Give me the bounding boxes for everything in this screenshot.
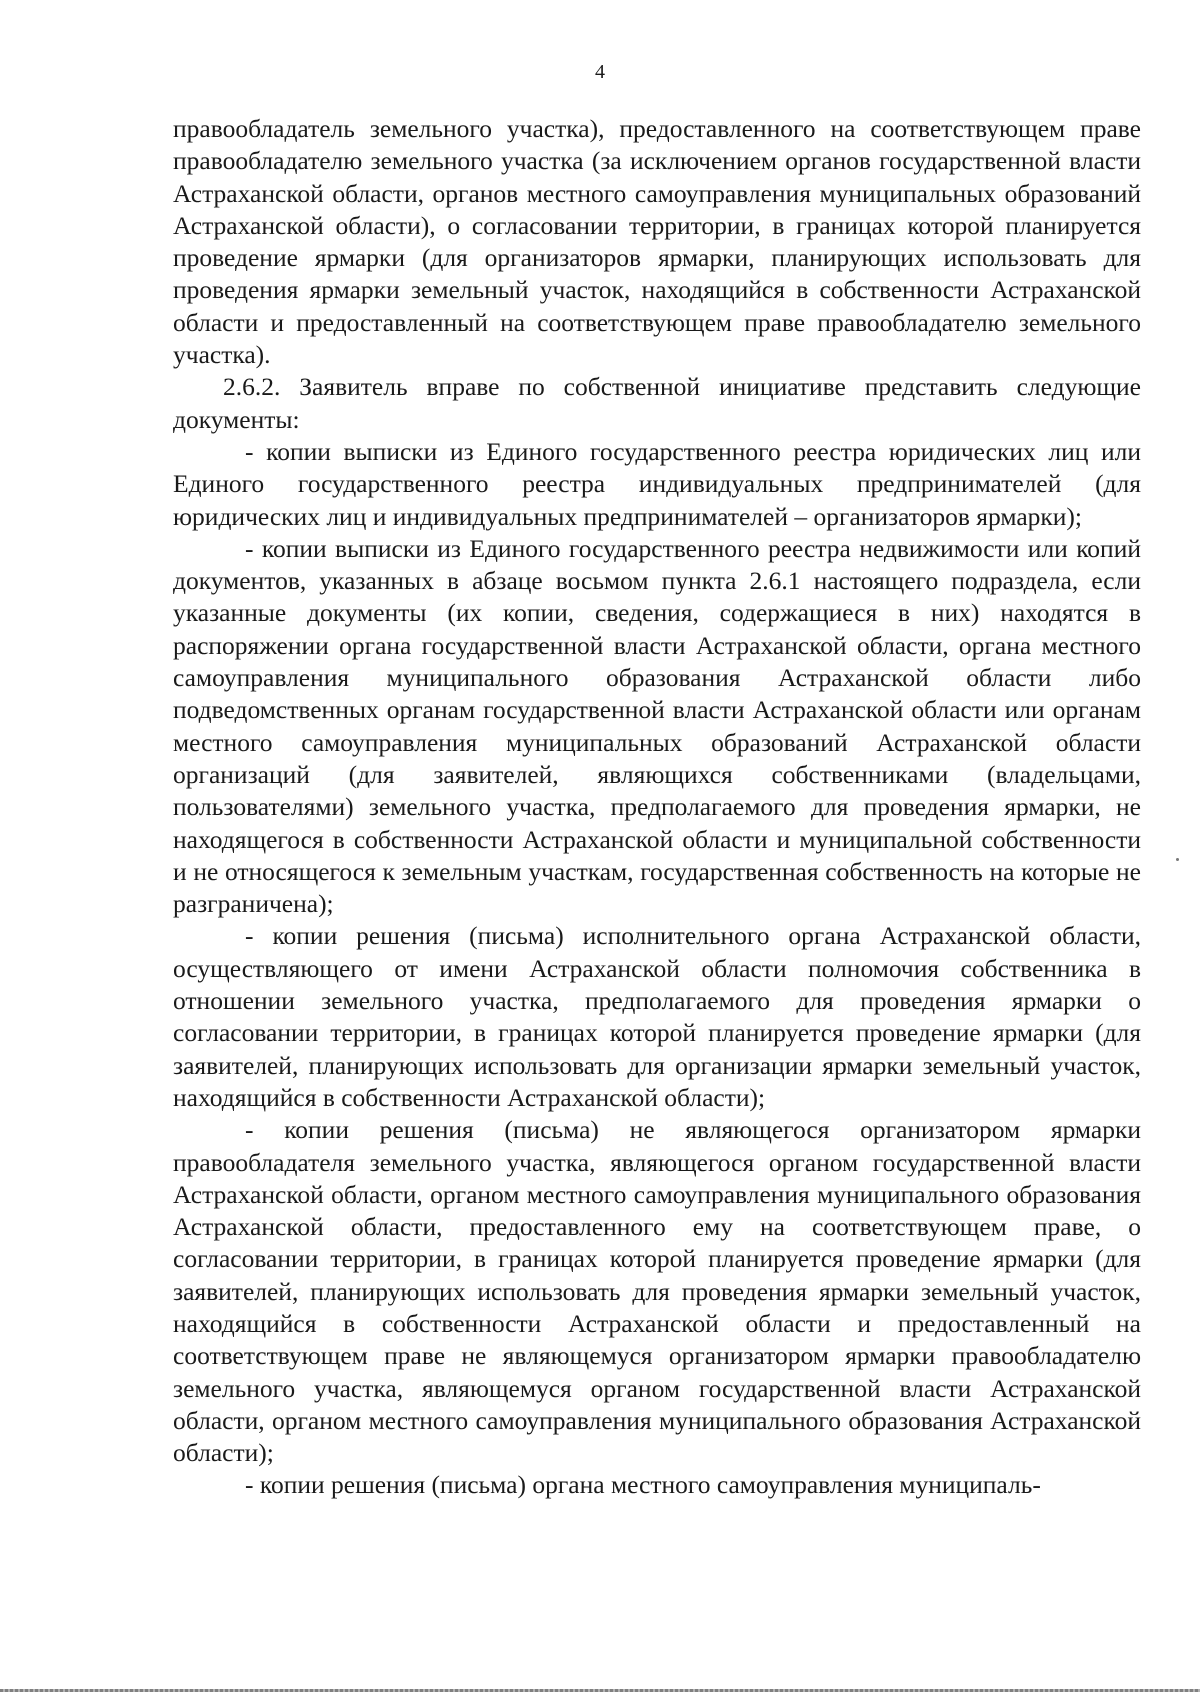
page-number: 4 <box>595 61 605 83</box>
list-item-executive-decision: - копии решения (письма) исполнительного органа Астраханской области, осуществляющего от имени Астраханской области полномочия собственника в отношении земельного участка, предполагаемого для проведения ярмарки о согласовании территории, в границах которой планируется проведение ярмарки (для заявителей, планирующих использовать для организации ярмарки земельный участок, находящийся в собственности Астраханской области); <box>173 921 1141 1112</box>
scan-speck <box>1176 858 1179 861</box>
paragraph-2-6-2: 2.6.2. Заявитель вправе по собственной инициативе представить следующие документы: <box>173 372 1141 434</box>
list-item-egrn: - копии выписки из Единого государственного реестра недвижимости или копий документов, указанных в абзаце восьмом пункта 2.6.1 настоящего подраздела, если указанные документы (их копии, сведения, содержащиеся в них) находятся в распоряжении органа государственной власти Астраханской области, органа местного самоуправления муниципального образования Астраханской области либо подведомственных органам государственной власти Астраханской области или органам местного самоуправления муниципальных образований Астраханской области организаций (для заявителей, являющихся собственниками (владельцами, пользователями) земельного участка, предполагаемого для проведения ярмарки, не находящегося в собственности Астраханской области и муниципальной собственности и не относящегося к земельным участкам, государственная собственность на которые не разграничена); <box>173 533 1141 919</box>
scan-bottom-edge <box>0 1689 1200 1692</box>
list-item-rightholder-decision: - копии решения (письма) не являющегося организатором ярмарки правообладателя земельного участка, являющегося органом государственной власти Астраханской области, органом местного самоуправления муниципального образования Астраханской области, предоставленного ему на соответствующем праве, о согласовании территории, в границах которой планируется проведение ярмарки (для заявителей, планирующих использовать для проведения ярмарки земельный участок, находящийся в собственности Астраханской области и предоставленный на соответствующем праве не являющемуся организатором ярмарки правообладателю земельного участка, являющемуся органом государственной власти Астраханской области, органом местного самоуправления муниципального образования Астраханской области); <box>173 1115 1141 1468</box>
list-item-local-government-decision: - копии решения (письма) органа местного самоуправления муниципаль- <box>245 1470 1041 1500</box>
list-item-egrul-egrip: - копии выписки из Единого государственного реестра юридических лиц или Единого государственного реестра индивидуальных предпринимателей (для юридических лиц и индивидуальных предпринимателей – организаторов ярмарки); <box>173 436 1141 531</box>
document-body <box>173 113 1141 1502</box>
paragraph-continuation: правообладатель земельного участка), предоставленного на соответствующем праве правообладателю земельного участка (за исключением органов государственной власти Астраханской области, органов местного самоуправления муниципальных образований Астраханской области), о согласовании территории, в границах которой планируется проведение ярмарки (для организаторов ярмарки, планирующих использовать для проведения ярмарки земельный участок, находящийся в собственности Астраханской области и предоставленный на соответствующем праве правообладателю земельного участка). <box>173 114 1141 370</box>
